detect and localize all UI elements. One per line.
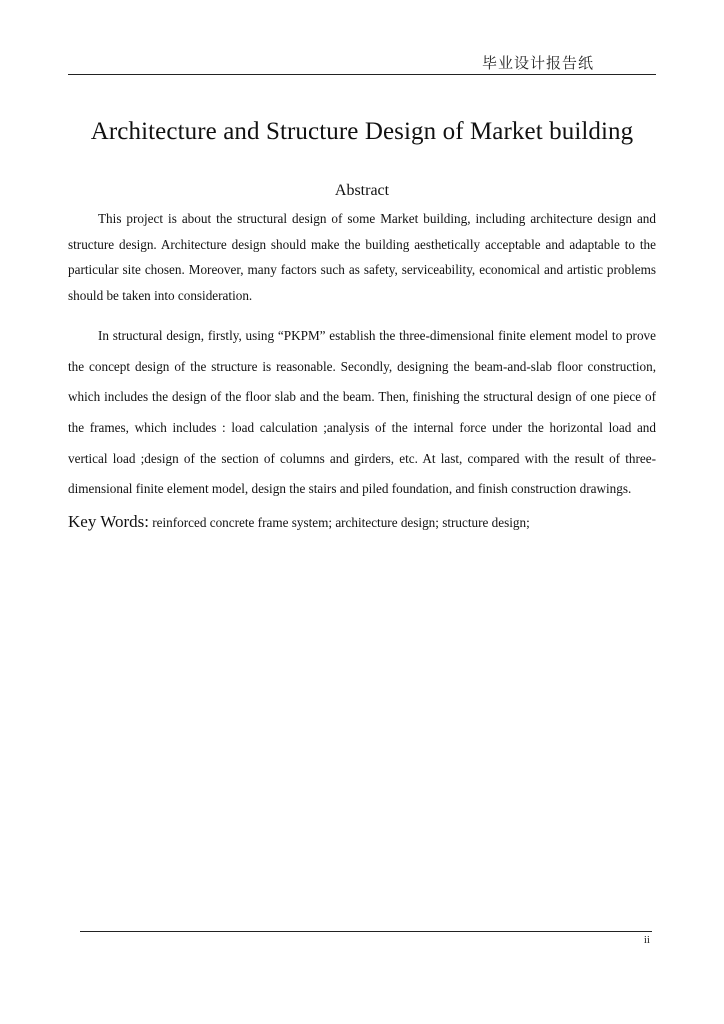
abstract-paragraph-2: In structural design, firstly, using “PKPM” establish the three-dimensional finite element model to prove the concept design of the structure is reasonable. Secondly, designing the beam-and-slab floor construction, which includes the design of the floor slab and the beam. Then, finishing the structural design of one piece of the frames, which includes : load calculation ;analysis of the internal force under the horizontal load and vertical load ;design of the section of columns and girders, etc. At last, compared with the result of three-dimensional finite element model, design the stairs and piled foundation, and finish construction drawings. <box>68 327 656 497</box>
abstract-body <box>68 206 656 534</box>
document-title: Architecture and Structure Design of Market building <box>90 118 634 145</box>
header-text: 毕业设计报告纸 <box>481 54 594 72</box>
abstract-heading: Abstract <box>334 182 390 199</box>
page-number: ii <box>643 934 650 946</box>
footer-rule <box>80 931 652 932</box>
header-rule <box>68 74 656 75</box>
keywords-label: Key Words: <box>68 512 149 532</box>
keywords-text: reinforced concrete frame system; architecture design; structure design; <box>148 515 530 531</box>
keywords-line <box>68 511 656 534</box>
abstract-paragraph-1: This project is about the structural design of some Market building, including architecture design and structure design. Architecture design should make the building aesthetically acceptable and adaptable to the particular site chosen. Moreover, many factors such as safety, serviceability, economical and artistic problems should be taken into consideration. <box>68 211 656 304</box>
